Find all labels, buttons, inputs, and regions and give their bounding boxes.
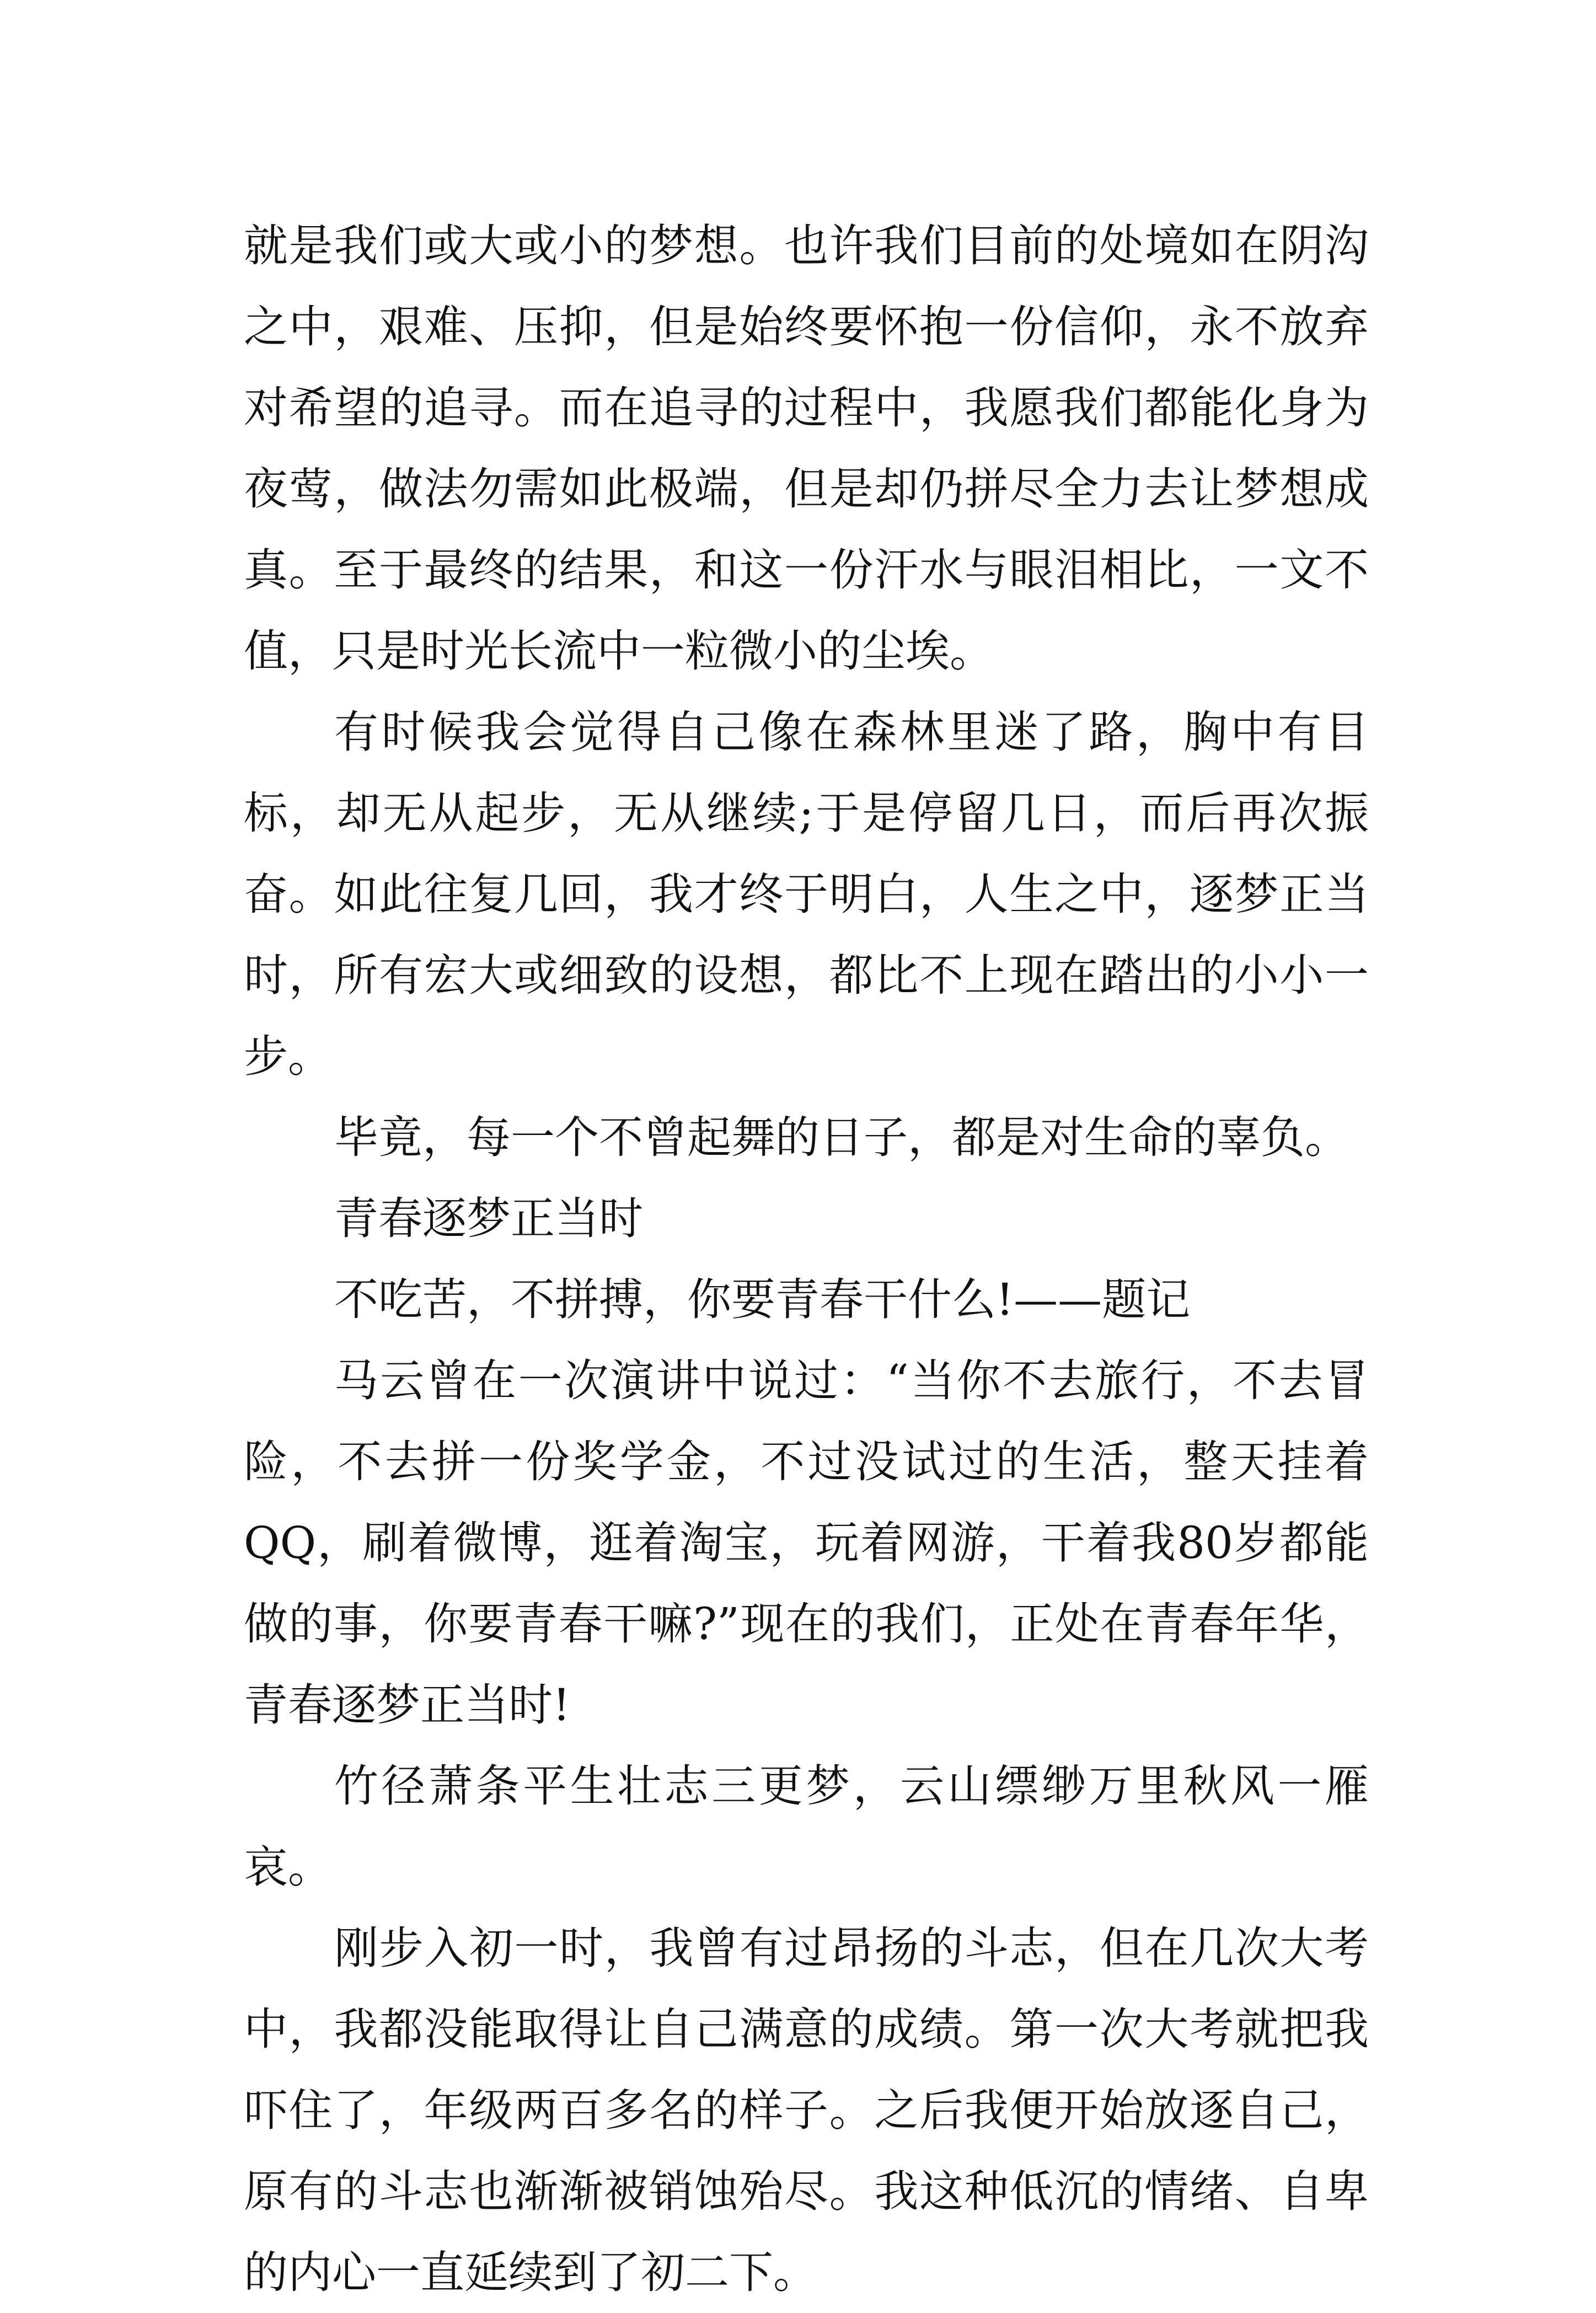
section-title: 青春逐梦正当时 [334,1193,643,1244]
paragraph-1: 就是我们或大或小的梦想。也许我们目前的处境如在阴沟之中，艰难、压抑，但是始终要怀抱一份信仰，永不放弃对希望的追寻。而在追寻的过程中，我愿我们都能化身为夜莺，做法勿需如此极端，但是却仍拼尽全力去让梦想成真。至于最终的结果，和这一份汗水与眼泪相比，一文不值，只是时光长流中一粒微小的尘埃。 [244,220,1369,677]
paragraph-3: 毕竟，每一个不曾起舞的日子，都是对生命的辜负。 [334,1112,1349,1163]
paragraph-6: 马云曾在一次演讲中说过：“当你不去旅行，不去冒险，不去拼一份奖学金，不过没试过的生活，整天挂着QQ，刷着微博，逛着淘宝，玩着网游，干着我80岁都能做的事，你要青春干嘛?”现在的我们，正处在青春年华，青春逐梦正当时! [244,1355,1369,1731]
paragraph-7: 竹径萧条平生壮志三更梦，云山缥缈万里秋风一雁哀。 [244,1760,1369,1893]
paragraph-2: 有时候我会觉得自己像在森林里迷了路，胸中有目标，却无从起步，无从继续;于是停留几日，而后再次振奋。如此往复几回，我才终于明白，人生之中，逐梦正当时，所有宏大或细致的设想，都比不上现在踏出的小小一步。 [244,706,1369,1082]
epigraph: 不吃苦，不拼搏，你要青春干什么!——题记 [334,1274,1191,1325]
paragraph-8: 刚步入初一时，我曾有过昂扬的斗志，但在几次大考中，我都没能取得让自己满意的成绩。第一次大考就把我吓住了，年级两百多名的样子。之后我便开始放逐自己，原有的斗志也渐渐被销蚀殆尽。我这种低沉的情绪、自卑的内心一直延续到了初二下。 [244,1923,1369,2298]
document-body [244,205,1369,2313]
